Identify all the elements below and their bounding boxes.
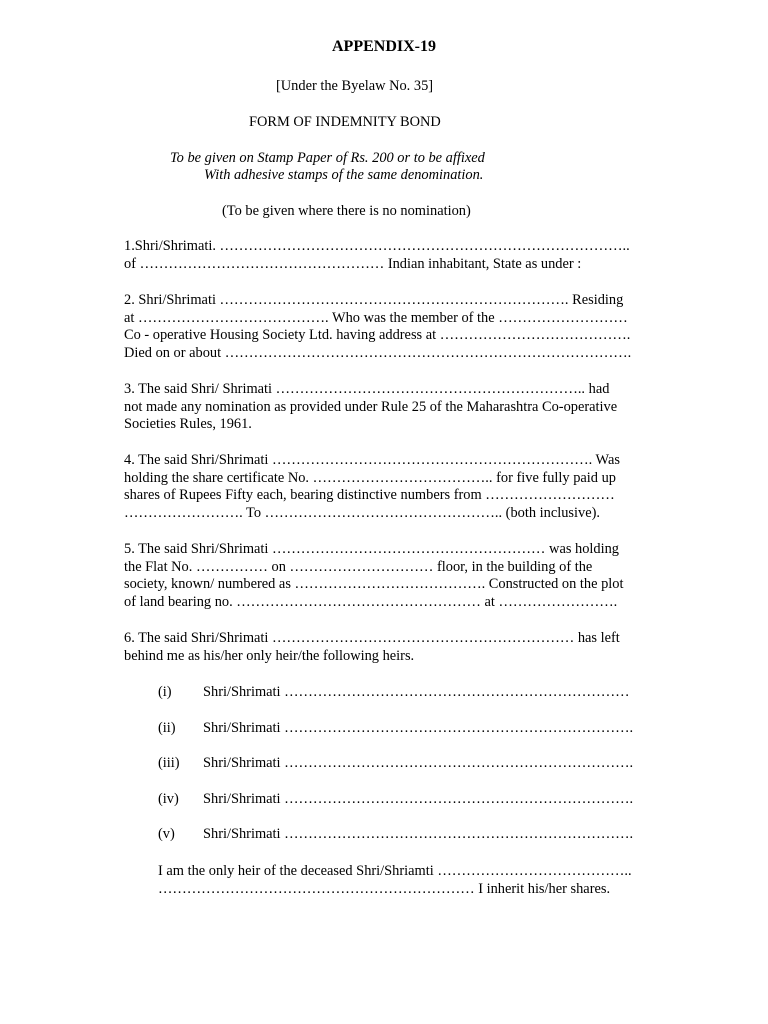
form-title: FORM OF INDEMNITY BOND (249, 114, 441, 130)
paragraph-line: 3. The said Shri/ Shrimati ……………………………………………………….. had (124, 381, 610, 397)
closing-line-1: I am the only heir of the deceased Shri/Shriamti ………………………………….. (158, 863, 632, 879)
paragraph-line: 5. The said Shri/Shrimati ………………………………………………… was holding (124, 541, 620, 557)
heir-number: (i) (158, 684, 172, 700)
heir-number: (v) (158, 826, 175, 842)
stamp-instruction-line-1: To be given on Stamp Paper of Rs. 200 or to be affixed (170, 150, 485, 166)
paragraph-line: behind me as his/her only heir/the following heirs. (124, 647, 415, 664)
heir-number: (ii) (158, 720, 176, 736)
paragraph-line: Died on or about …………………………………………………………………………. (124, 344, 632, 361)
stamp-instruction-line-2: With adhesive stamps of the same denomination. (204, 167, 484, 183)
paragraph-line: 2. Shri/Shrimati ………………………………………………………………. Residing (124, 292, 624, 308)
heir-text: Shri/Shrimati ………………………………………………………………. (203, 791, 634, 807)
paragraph-line: society, known/ numbered as …………………………………. Constructed on the plot (124, 576, 624, 592)
paragraph-4 (124, 452, 656, 522)
heir-number: (iv) (158, 791, 179, 807)
paragraph-2 (124, 292, 656, 362)
paragraph-line: Societies Rules, 1961. (124, 416, 252, 432)
paragraph-line: not made any nomination as provided under Rule 25 of the Maharashtra Co-operative (124, 398, 618, 415)
paragraph-line: holding the share certificate No. ……………………………….. for five fully paid up (124, 469, 616, 486)
paragraph-1 (124, 238, 656, 273)
paragraph-line: ……………………. To ………………………………………….. (both inclusive). (124, 504, 601, 521)
heir-text: Shri/Shrimati ……………………………………………………………… (203, 684, 630, 700)
paragraph-line: at …………………………………. Who was the member of the ……………………… (124, 309, 628, 326)
paragraph-line: 4. The said Shri/Shrimati …………………………………………………………. Was (124, 452, 620, 468)
paragraph-line: shares of Rupees Fifty each, bearing distinctive numbers from ……………………… (124, 487, 615, 503)
nomination-note: (To be given where there is no nomination) (222, 203, 471, 219)
paragraph-5 (124, 541, 656, 611)
paragraph-line: of land bearing no. …………………………………………… at ……………………. (124, 593, 618, 610)
paragraph-line: 6. The said Shri/Shrimati ……………………………………………………… has left (124, 630, 620, 646)
heir-text: Shri/Shrimati ………………………………………………………………. (203, 755, 634, 771)
paragraph-3 (124, 381, 656, 434)
paragraph-line: the Flat No. …………… on ………………………… floor, in the building of the (124, 558, 593, 575)
page-title: APPENDIX-19 (332, 38, 436, 55)
heir-text: Shri/Shrimati ………………………………………………………………. (203, 826, 634, 842)
paragraph-6 (124, 630, 656, 665)
paragraph-line: 1.Shri/Shrimati. ………………………………………………………………………….. (124, 238, 630, 254)
closing-statement (158, 863, 632, 898)
byelaw-reference: [Under the Byelaw No. 35] (276, 78, 434, 94)
heir-number: (iii) (158, 755, 180, 771)
heir-text: Shri/Shrimati ………………………………………………………………. (203, 720, 634, 736)
closing-line-2: ………………………………………………………… I inherit his/her shares. (158, 880, 611, 897)
paragraph-line: of …………………………………………… Indian inhabitant, State as under : (124, 255, 582, 272)
paragraph-line: Co - operative Housing Society Ltd. having address at …………………………………. (124, 327, 631, 343)
